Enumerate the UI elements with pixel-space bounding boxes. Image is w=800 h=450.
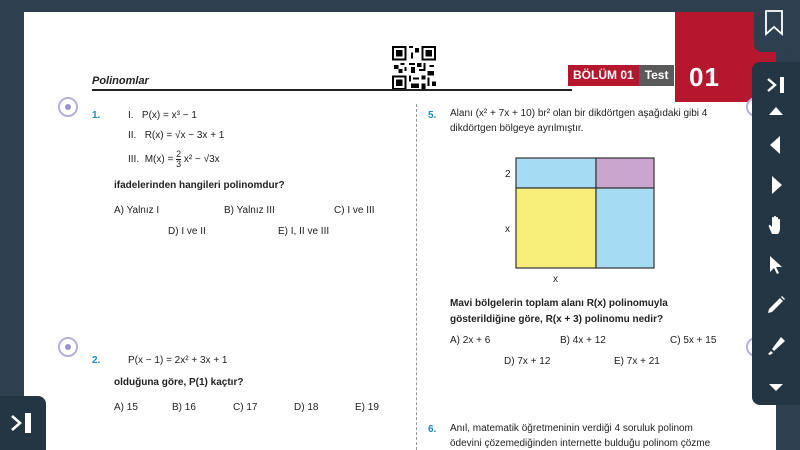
q1-item-2: [128, 130, 224, 141]
area-diagram: [502, 154, 662, 286]
zoom-target-icon[interactable]: [58, 337, 78, 357]
polynomial-expression: P(x − 1) = 2x² + 3x + 1: [128, 355, 228, 366]
answer-option-b[interactable]: B) 4x + 12: [560, 335, 606, 346]
roman-numeral: II.: [128, 130, 137, 141]
bottom-label-x: x: [553, 274, 558, 285]
bookmark-button[interactable]: [754, 0, 794, 52]
question-number: 5.: [428, 110, 437, 121]
scroll-down-icon: [765, 376, 787, 398]
polynomial-expression: P(x) = x³ − 1: [141, 110, 197, 121]
page-up-icon: [765, 100, 787, 122]
expression-rhs: x² − √3x: [183, 154, 220, 166]
previous-page-icon: [765, 134, 787, 156]
answer-option-a[interactable]: A) Yalnız I: [114, 205, 160, 216]
question-number: 2.: [92, 355, 101, 366]
purple-region: [596, 158, 654, 188]
question-prompt-line-1: Mavi bölgelerin toplam alanı R(x) polinomuyla: [450, 298, 668, 309]
answer-option-a[interactable]: A) 2x + 6: [450, 335, 491, 346]
fraction: [176, 150, 181, 169]
q1-item-1: [128, 110, 197, 121]
hand-tool-button[interactable]: [752, 210, 800, 240]
answer-option-c[interactable]: C) I ve III: [334, 205, 375, 216]
answer-option-e[interactable]: E) I, II ve III: [278, 226, 330, 237]
question-text-line-2: ödevini çözemediğinden internette bulduğu polinom çözme: [450, 438, 711, 449]
side-label-x: x: [505, 224, 510, 235]
answer-option-c[interactable]: C) 17: [233, 402, 258, 413]
answer-option-c[interactable]: C) 5x + 15: [670, 335, 717, 346]
test-label: Test: [639, 65, 675, 86]
answer-option-a[interactable]: A) 15: [114, 402, 138, 413]
test-page: [24, 12, 776, 450]
column-divider: [416, 104, 417, 450]
next-page-button[interactable]: [752, 170, 800, 200]
question-text-line-1: Anıl, matematik öğretmeninin verdiği 4 soruluk polinom: [450, 423, 693, 434]
expand-panel-button[interactable]: [0, 396, 46, 450]
header-rule: [92, 89, 572, 91]
section-title: Polinomlar: [92, 75, 149, 87]
side-label-2: 2: [505, 169, 511, 180]
blue-region-top: [516, 158, 596, 188]
answer-option-e[interactable]: E) 19: [355, 402, 379, 413]
fraction-denominator: 3: [176, 159, 182, 169]
polynomial-expression: R(x) = √x − 3x + 1: [144, 130, 225, 141]
previous-page-button[interactable]: [752, 130, 800, 160]
answer-option-d[interactable]: D) 7x + 12: [504, 356, 551, 367]
hand-pan-icon: [765, 214, 787, 236]
right-toolbar: [752, 62, 800, 405]
answer-option-e[interactable]: E) 7x + 21: [614, 356, 660, 367]
collapse-toolbar-icon: [765, 74, 787, 96]
roman-numeral: III.: [128, 154, 140, 166]
blue-region-right: [596, 188, 654, 268]
answer-option-d[interactable]: D) 18: [294, 402, 319, 413]
chapter-label: BÖLÜM 01: [568, 65, 639, 86]
yellow-region: [516, 188, 596, 268]
question-text: ifadelerinden hangileri polinomdur?: [114, 180, 285, 191]
bookmark-icon: [764, 10, 784, 36]
question-number: 1.: [92, 110, 101, 121]
qr-code-icon[interactable]: [392, 46, 436, 90]
pen-tool-button[interactable]: [752, 290, 800, 320]
pen-icon: [765, 294, 787, 316]
question-prompt-line-2: gösterildiğine göre, R(x + 3) polinomu nedir?: [450, 314, 664, 325]
answer-option-b[interactable]: B) Yalnız III: [224, 205, 275, 216]
question-number: 6.: [428, 424, 437, 435]
fraction-numerator: 2: [176, 149, 182, 159]
question-text-line-2: dikdörtgen bölgeye ayrılmıştır.: [450, 123, 584, 134]
roman-numeral: I.: [128, 110, 134, 121]
scroll-down-button[interactable]: [752, 372, 800, 402]
q1-item-3: [128, 150, 220, 169]
page-up-button[interactable]: [752, 96, 800, 126]
answer-option-b[interactable]: B) 16: [172, 402, 196, 413]
expression-lhs: M(x) =: [144, 154, 174, 166]
question-text-line-1: Alanı (x² + 7x + 10) br² olan bir dikdörtgen aşağıdaki gibi 4: [450, 108, 708, 119]
question-text: olduğuna göre, P(1) kaçtır?: [114, 377, 244, 388]
next-page-icon: [765, 174, 787, 196]
pointer-icon: [765, 254, 787, 276]
highlighter-tool-button[interactable]: [752, 330, 800, 360]
zoom-target-icon[interactable]: [58, 97, 78, 117]
test-number: 01: [689, 62, 720, 92]
chapter-badge: [568, 65, 674, 86]
highlighter-icon: [765, 334, 787, 356]
expand-panel-icon: [8, 408, 38, 438]
answer-option-d[interactable]: D) I ve II: [168, 226, 206, 237]
pointer-tool-button[interactable]: [752, 250, 800, 280]
